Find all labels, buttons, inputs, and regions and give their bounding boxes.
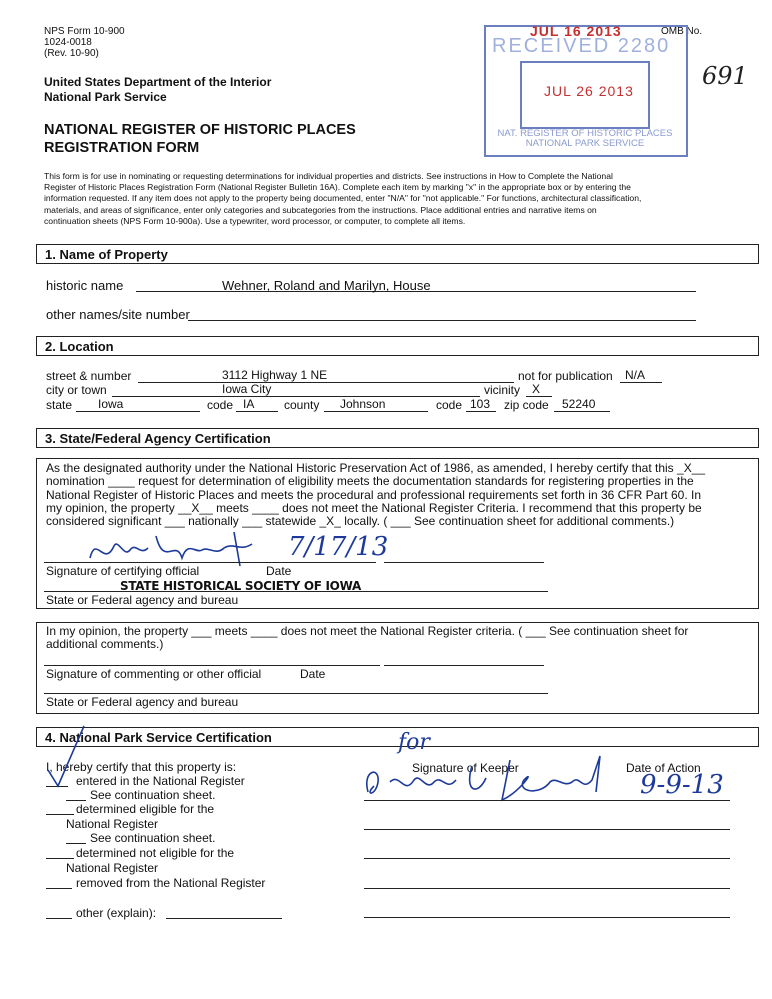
page-title bbox=[44, 121, 356, 157]
continuation-checkbox-2[interactable] bbox=[66, 843, 86, 844]
certifying-signature-line[interactable] bbox=[44, 562, 376, 563]
other-names-line[interactable] bbox=[188, 320, 696, 321]
certifying-date-label: Date bbox=[266, 564, 292, 578]
continuation-checkbox-1[interactable] bbox=[66, 800, 86, 801]
keeper-line-2[interactable] bbox=[364, 829, 730, 830]
handwritten-for: for bbox=[398, 730, 430, 755]
vicinity-value[interactable]: X bbox=[532, 382, 541, 396]
eligible-label-2: National Register bbox=[66, 817, 159, 831]
cert-line: my opinion, the property __X__ meets ____ does not meet the National Register Criteria. I recommend that this property be bbox=[46, 500, 702, 515]
historic-name-value[interactable]: Wehner, Roland and Marilyn, House bbox=[222, 278, 431, 293]
county-code-line bbox=[466, 411, 496, 412]
keeper-signature bbox=[360, 752, 630, 812]
comment-line: additional comments.) bbox=[46, 637, 164, 652]
agency-stamp: STATE HISTORICAL SOCIETY OF IOWA bbox=[120, 579, 361, 593]
nfp-value[interactable]: N/A bbox=[625, 368, 646, 382]
other-explain-line[interactable] bbox=[166, 918, 282, 919]
eligible-label: determined eligible for the bbox=[76, 802, 215, 816]
continuation-label-2: See continuation sheet. bbox=[90, 831, 216, 845]
not-eligible-checkbox[interactable] bbox=[46, 858, 74, 859]
comment-line: In my opinion, the property ___ meets ____ does not meet the National Register criteria. ( ___ See continuation sheet for bbox=[46, 624, 689, 638]
removed-label: removed from the National Register bbox=[76, 876, 266, 890]
certifying-date-handwritten: 7/17/13 bbox=[288, 532, 389, 562]
form-id bbox=[44, 26, 125, 59]
commenting-agency-label: State or Federal agency and bureau bbox=[46, 695, 239, 709]
agency-block bbox=[44, 75, 271, 105]
city-value[interactable]: Iowa City bbox=[222, 382, 272, 396]
county-label: county bbox=[284, 398, 320, 412]
stamp-received: RECEIVED 2280 bbox=[492, 35, 671, 57]
street-value[interactable]: 3112 Highway 1 NE bbox=[222, 368, 328, 382]
entered-label: entered in the National Register bbox=[76, 774, 245, 788]
stamp-line1: NAT. REGISTER OF HISTORIC PLACES bbox=[497, 128, 673, 139]
commenting-paragraph bbox=[46, 625, 688, 652]
instructions bbox=[44, 171, 756, 227]
street-label: street & number bbox=[46, 369, 132, 383]
historic-name-label: historic name bbox=[46, 278, 124, 293]
keeper-line-4[interactable] bbox=[364, 888, 730, 889]
cert-line: nomination ____ request for determination of eligibility meets the documentation standards for registering properties in the bbox=[46, 474, 694, 489]
handwritten-number: 691 bbox=[702, 62, 748, 90]
section-1-header bbox=[36, 244, 759, 264]
cert-line: considered significant ___ nationally ___ statewide _X_ locally. ( ___ See continuation sheet for additional comments.) bbox=[46, 514, 675, 529]
received-stamp bbox=[484, 25, 688, 157]
stamp-inner-date: JUL 26 2013 bbox=[544, 83, 634, 99]
continuation-label-1: See continuation sheet. bbox=[90, 788, 216, 802]
county-code-value[interactable]: 103 bbox=[470, 397, 491, 411]
keeper-line-5[interactable] bbox=[364, 917, 730, 918]
action-date-label: Date of Action bbox=[626, 761, 701, 775]
omb-label: OMB No. bbox=[661, 26, 703, 37]
state-code-label: code bbox=[207, 398, 234, 412]
eligible-checkbox[interactable] bbox=[46, 814, 74, 815]
section-4-title: 4. National Park Service Certification bbox=[45, 730, 272, 745]
instruction-line: information requested. If any item does not apply to the property being documented, enter "N/A" for "not applicable." For functions, architectural classification, bbox=[44, 193, 642, 204]
section-3-title: 3. State/Federal Agency Certification bbox=[45, 431, 271, 446]
cert-line: National Register of Historic Places and meets the procedural and professional requirements set forth in 36 CFR Part 60. In bbox=[46, 487, 701, 502]
other-label: other (explain): bbox=[76, 906, 157, 920]
commenting-agency-line[interactable] bbox=[44, 693, 548, 694]
zip-label: zip code bbox=[504, 398, 549, 412]
section-1-title: 1. Name of Property bbox=[45, 247, 168, 262]
nps-intro: I, hereby certify that this property is: bbox=[46, 760, 237, 774]
stamp-inner-box bbox=[520, 61, 650, 129]
other-checkbox[interactable] bbox=[46, 918, 72, 919]
other-names-label: other names/site number bbox=[46, 307, 190, 322]
agency-line1: United States Department of the Interior bbox=[44, 75, 272, 89]
city-line bbox=[112, 396, 480, 397]
vicinity-label: vicinity bbox=[484, 383, 521, 397]
instruction-line: This form is for use in nominating or requesting determinations for individual properties and districts. See instructions in How to Complete the National bbox=[44, 171, 613, 181]
instruction-line: Register of Historic Places Registration Form (National Register Bulletin 16A). Complete each item by marking "x" in the appropriate box or by entering the bbox=[44, 182, 631, 193]
state-code-line bbox=[236, 411, 278, 412]
commenting-date-line[interactable] bbox=[384, 665, 544, 666]
title-line2: REGISTRATION FORM bbox=[44, 140, 200, 156]
instruction-line: materials, and areas of significance, enter only categories and subcategories from the instructions. Place additional entries and narrative items on bbox=[44, 204, 597, 215]
county-line bbox=[324, 411, 428, 412]
zip-value[interactable]: 52240 bbox=[562, 397, 596, 411]
section-2-header bbox=[36, 336, 759, 356]
nfp-label: not for publication bbox=[518, 369, 613, 383]
zip-line bbox=[554, 411, 610, 412]
certifying-signature-label: Signature of certifying official bbox=[46, 564, 200, 578]
agency-line2: National Park Service bbox=[44, 90, 167, 104]
cert-line: As the designated authority under the National Historic Preservation Act of 1986, as amended, I hereby certify that this _X__ bbox=[46, 461, 706, 475]
state-code-value[interactable]: IA bbox=[243, 397, 255, 411]
vicinity-line bbox=[526, 396, 552, 397]
state-label: state bbox=[46, 398, 73, 412]
title-line1: NATIONAL REGISTER OF HISTORIC PLACES bbox=[44, 122, 356, 138]
certification-paragraph bbox=[46, 462, 705, 528]
revision: (Rev. 10-90) bbox=[44, 48, 99, 59]
state-value[interactable]: Iowa bbox=[98, 397, 124, 411]
keeper-label: Signature of Keeper bbox=[412, 761, 519, 775]
agency-label: State or Federal agency and bureau bbox=[46, 593, 239, 607]
state-line bbox=[76, 411, 200, 412]
removed-checkbox[interactable] bbox=[46, 888, 72, 889]
not-eligible-label-2: National Register bbox=[66, 861, 159, 875]
commenting-signature-line[interactable] bbox=[44, 665, 380, 666]
keeper-line-1[interactable] bbox=[364, 800, 730, 801]
action-date-handwritten: 9-9-13 bbox=[640, 770, 724, 800]
agency-line[interactable] bbox=[44, 591, 548, 592]
stamp-text bbox=[490, 129, 680, 149]
stamp-line2: NATIONAL PARK SERVICE bbox=[525, 138, 645, 149]
not-eligible-label: determined not eligible for the bbox=[76, 846, 235, 860]
county-code-label: code bbox=[436, 398, 463, 412]
section-2-title: 2. Location bbox=[45, 339, 114, 354]
county-value[interactable]: Johnson bbox=[340, 397, 386, 411]
certifying-date-line[interactable] bbox=[384, 562, 544, 563]
nfp-line bbox=[620, 382, 662, 383]
instruction-line: continuation sheets (NPS Form 10-900a). Use a typewriter, word processor, or computer, to complete all items. bbox=[44, 215, 466, 226]
stamp-top-date: JUL 16 2013 bbox=[530, 23, 622, 39]
commenting-signature-label: Signature of commenting or other official bbox=[46, 667, 262, 681]
section-3-header bbox=[36, 428, 759, 448]
omb-number: 1024-0018 bbox=[44, 37, 92, 48]
checkmark-icon bbox=[44, 722, 90, 792]
city-label: city or town bbox=[46, 383, 107, 397]
keeper-line-3[interactable] bbox=[364, 858, 730, 859]
form-number: NPS Form 10-900 bbox=[44, 26, 125, 37]
commenting-date-label: Date bbox=[300, 667, 326, 681]
street-line bbox=[138, 382, 514, 383]
